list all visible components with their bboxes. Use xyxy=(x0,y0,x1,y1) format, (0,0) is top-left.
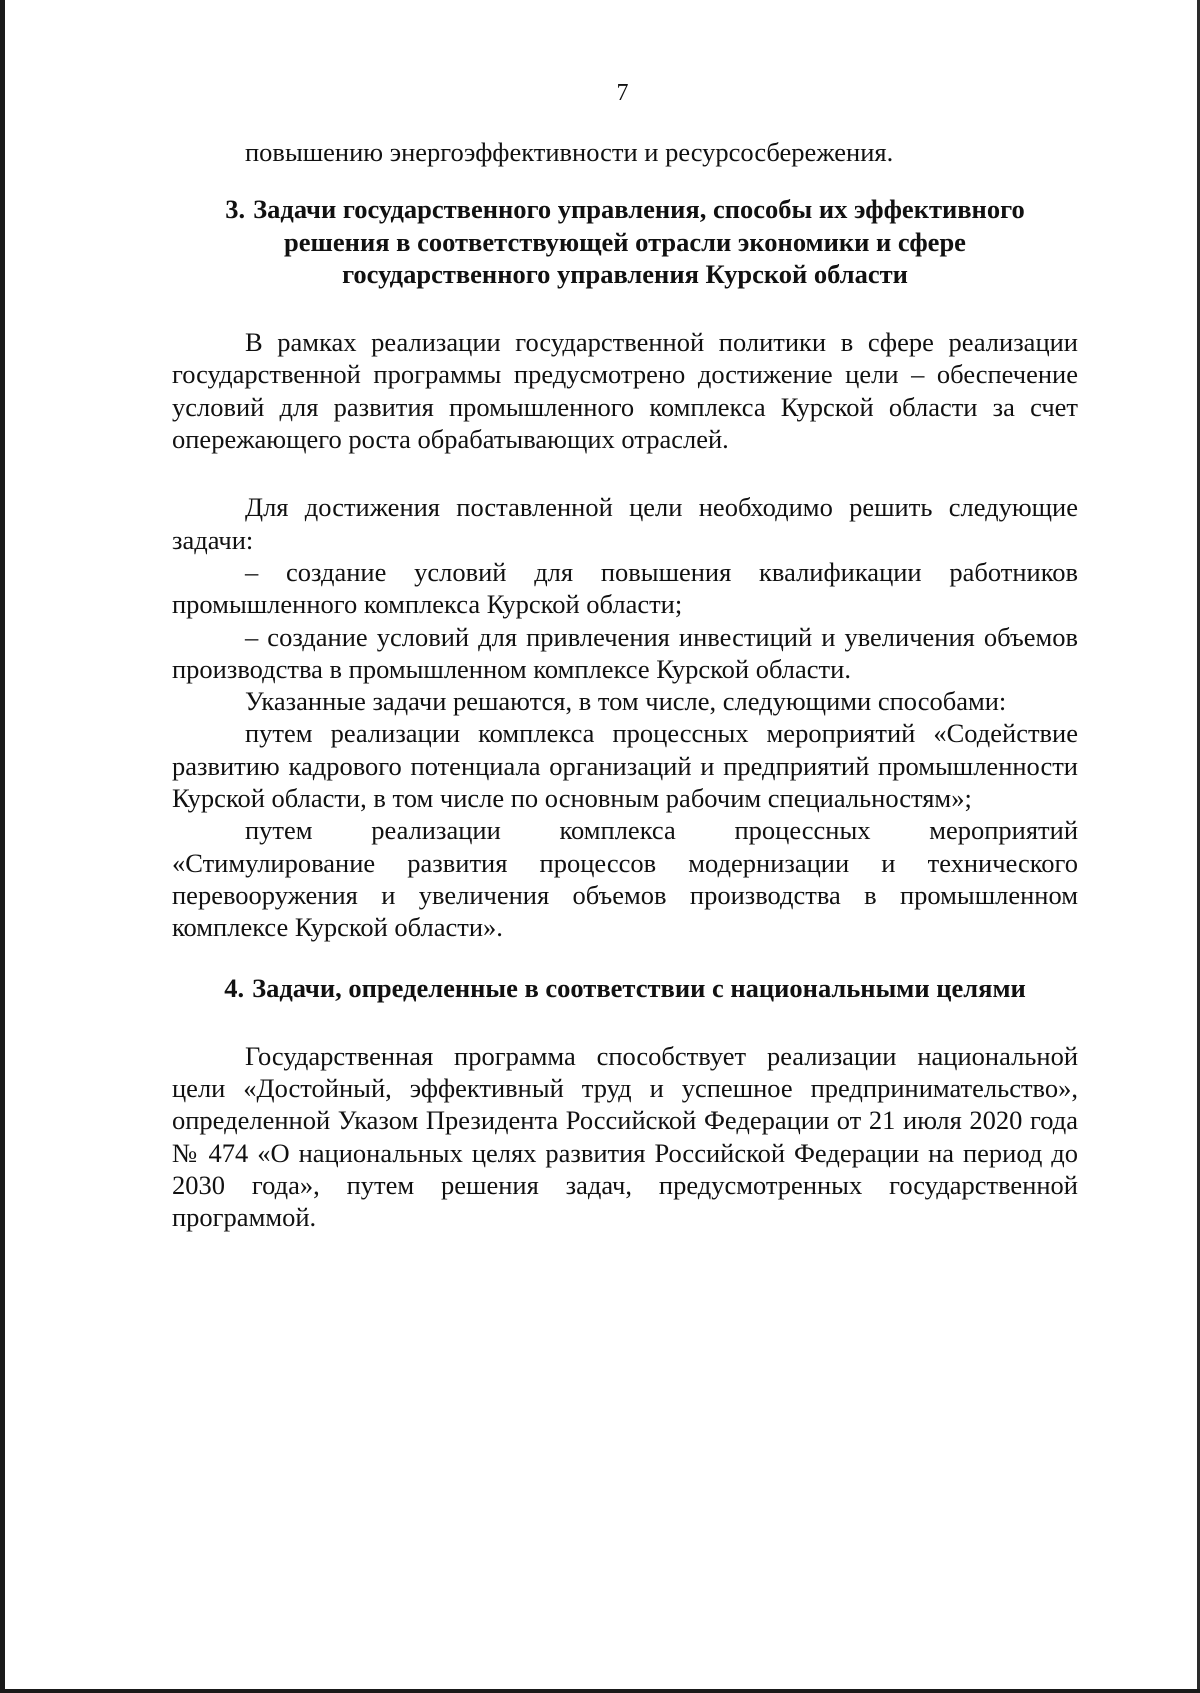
spacer xyxy=(172,290,1078,326)
section-3-paragraph-1: В рамках реализации государственной политики в сфере реализации государственной программы предусмотрено достижение цели – обеспечение условий для развития промышленного комплекса Курской области за счет опережающего роста обрабатывающих отраслей. xyxy=(172,327,1078,455)
spacer xyxy=(172,944,1078,972)
spacer xyxy=(172,168,1078,193)
spacer xyxy=(172,1004,1078,1040)
methods-intro: Указанные задачи решаются, в том числе, следующими способами: xyxy=(245,686,1007,717)
method-item-2: путем реализации комплекса процессных мероприятий «Стимулирование развития процессов модернизации и технического перевооружения и увеличения объемов производства в промышленном комплексе Курской области». xyxy=(172,815,1078,943)
section-4-title: Задачи, определенные в соответствии с национальными целями xyxy=(252,972,1026,1003)
page-number: 7 xyxy=(616,80,629,106)
section-4-heading xyxy=(172,972,1078,1004)
section-3-number: 3. xyxy=(225,194,246,225)
intro-line: повышению энергоэффективности и ресурсосбережения. xyxy=(245,137,894,167)
section-3-heading xyxy=(172,193,1078,290)
section-3-title-line-1: 3. Задачи государственного управления, способы их эффективного xyxy=(225,194,1025,225)
scan-border-left xyxy=(0,0,5,1693)
task-item-2: – создание условий для привлечения инвестиций и увеличения объемов производства в промышленном комплексе Курской области. xyxy=(172,621,1078,684)
section-4-number: 4. xyxy=(224,972,245,1003)
section-3-title-line-3: государственного управления Курской области xyxy=(342,258,908,289)
section-3-paragraph-2: Для достижения поставленной цели необходимо решить следующие задачи: xyxy=(172,492,1078,555)
section-3-title-line-2: решения в соответствующей отрасли экономики и сфере xyxy=(284,226,966,257)
scan-border-bottom xyxy=(0,1689,1200,1693)
spacer xyxy=(172,455,1078,491)
task-item-1: – создание условий для повышения квалификации работников промышленного комплекса Курской области; xyxy=(172,556,1078,620)
method-item-1: путем реализации комплекса процессных мероприятий «Содействие развитию кадрового потенциала организаций и предприятий промышленности Курской области, в том числе по основным рабочим специальностям»; xyxy=(172,718,1078,814)
document-body xyxy=(172,136,1078,1234)
section-4-paragraph-1: Государственная программа способствует реализации национальной цели «Достойный, эффективный труд и успешное предпринимательство», определенной Указом Президента Российской Федерации от 21 июля 2020 года № 474 «О национальных целях развития Российской Федерации на период до 2030 года», путем решения задач, предусмотренных государственной программой. xyxy=(172,1040,1078,1233)
